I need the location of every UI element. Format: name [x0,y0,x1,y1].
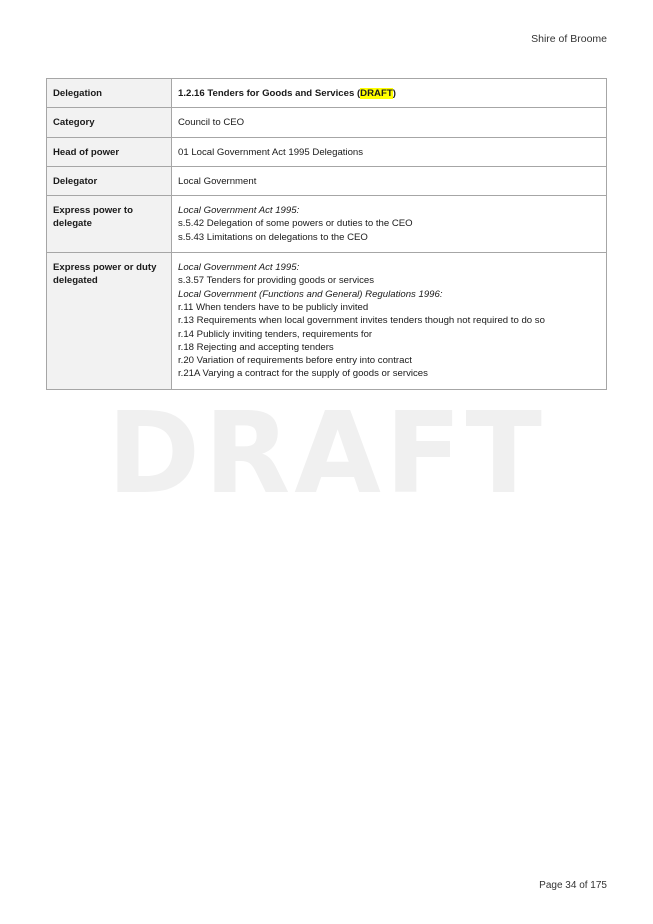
legislation-line: s.5.42 Delegation of some powers or duties to the CEO [178,218,413,230]
legislation-line: r.21A Varying a contract for the supply of goods or services [178,368,428,380]
legislation-line: r.20 Variation of requirements before entry into contract [178,355,412,367]
draft-watermark: DRAFT [107,389,546,519]
legislation-line: r.14 Publicly inviting tenders, requirements for [178,328,373,340]
delegator-label: Delegator [47,166,172,195]
table-row-express-power-to-delegate [47,196,607,253]
express-power-to-delegate-label: Express power to delegate [47,196,172,253]
legislation-line: r.11 When tenders have to be publicly invited [178,301,369,313]
legislation-line: Local Government (Functions and General) Regulations 1996: [178,288,443,300]
express-power-or-duty-delegated-label: Express power or duty delegated [47,253,172,390]
legislation-line: s.3.57 Tenders for providing goods or services [178,275,375,287]
legislation-line: r.13 Requirements when local government invites tenders though not required to do so [178,315,545,327]
category-label: Category [47,108,172,137]
delegation-table [46,78,607,390]
legislation-line: r.18 Rejecting and accepting tenders [178,341,334,353]
delegation-title [172,79,607,108]
delegation-title-suffix: ) [392,88,396,99]
header-organisation-name: Shire of Broome [531,33,607,45]
express-power-or-duty-delegated-value [172,253,607,390]
table-row-delegator [47,166,607,195]
head-of-power-value: 01 Local Government Act 1995 Delegations [172,137,607,166]
table-row-express-power-or-duty-delegated [47,253,607,390]
legislation-line: Local Government Act 1995: [178,205,300,217]
delegator-value: Local Government [172,166,607,195]
table-row-head-of-power [47,137,607,166]
legislation-line: s.5.43 Limitations on delegations to the CEO [178,231,368,243]
delegation-title-prefix: 1.2.16 Tenders for Goods and Services ( [178,88,361,99]
delegation-label: Delegation [47,79,172,108]
legislation-line: Local Government Act 1995: [178,262,300,274]
head-of-power-label: Head of power [47,137,172,166]
express-power-to-delegate-value [172,196,607,253]
draft-highlight: DRAFT [360,88,393,99]
category-value: Council to CEO [172,108,607,137]
table-row-delegation [47,79,607,108]
table-row-category [47,108,607,137]
page-number: Page 34 of 175 [539,880,607,891]
